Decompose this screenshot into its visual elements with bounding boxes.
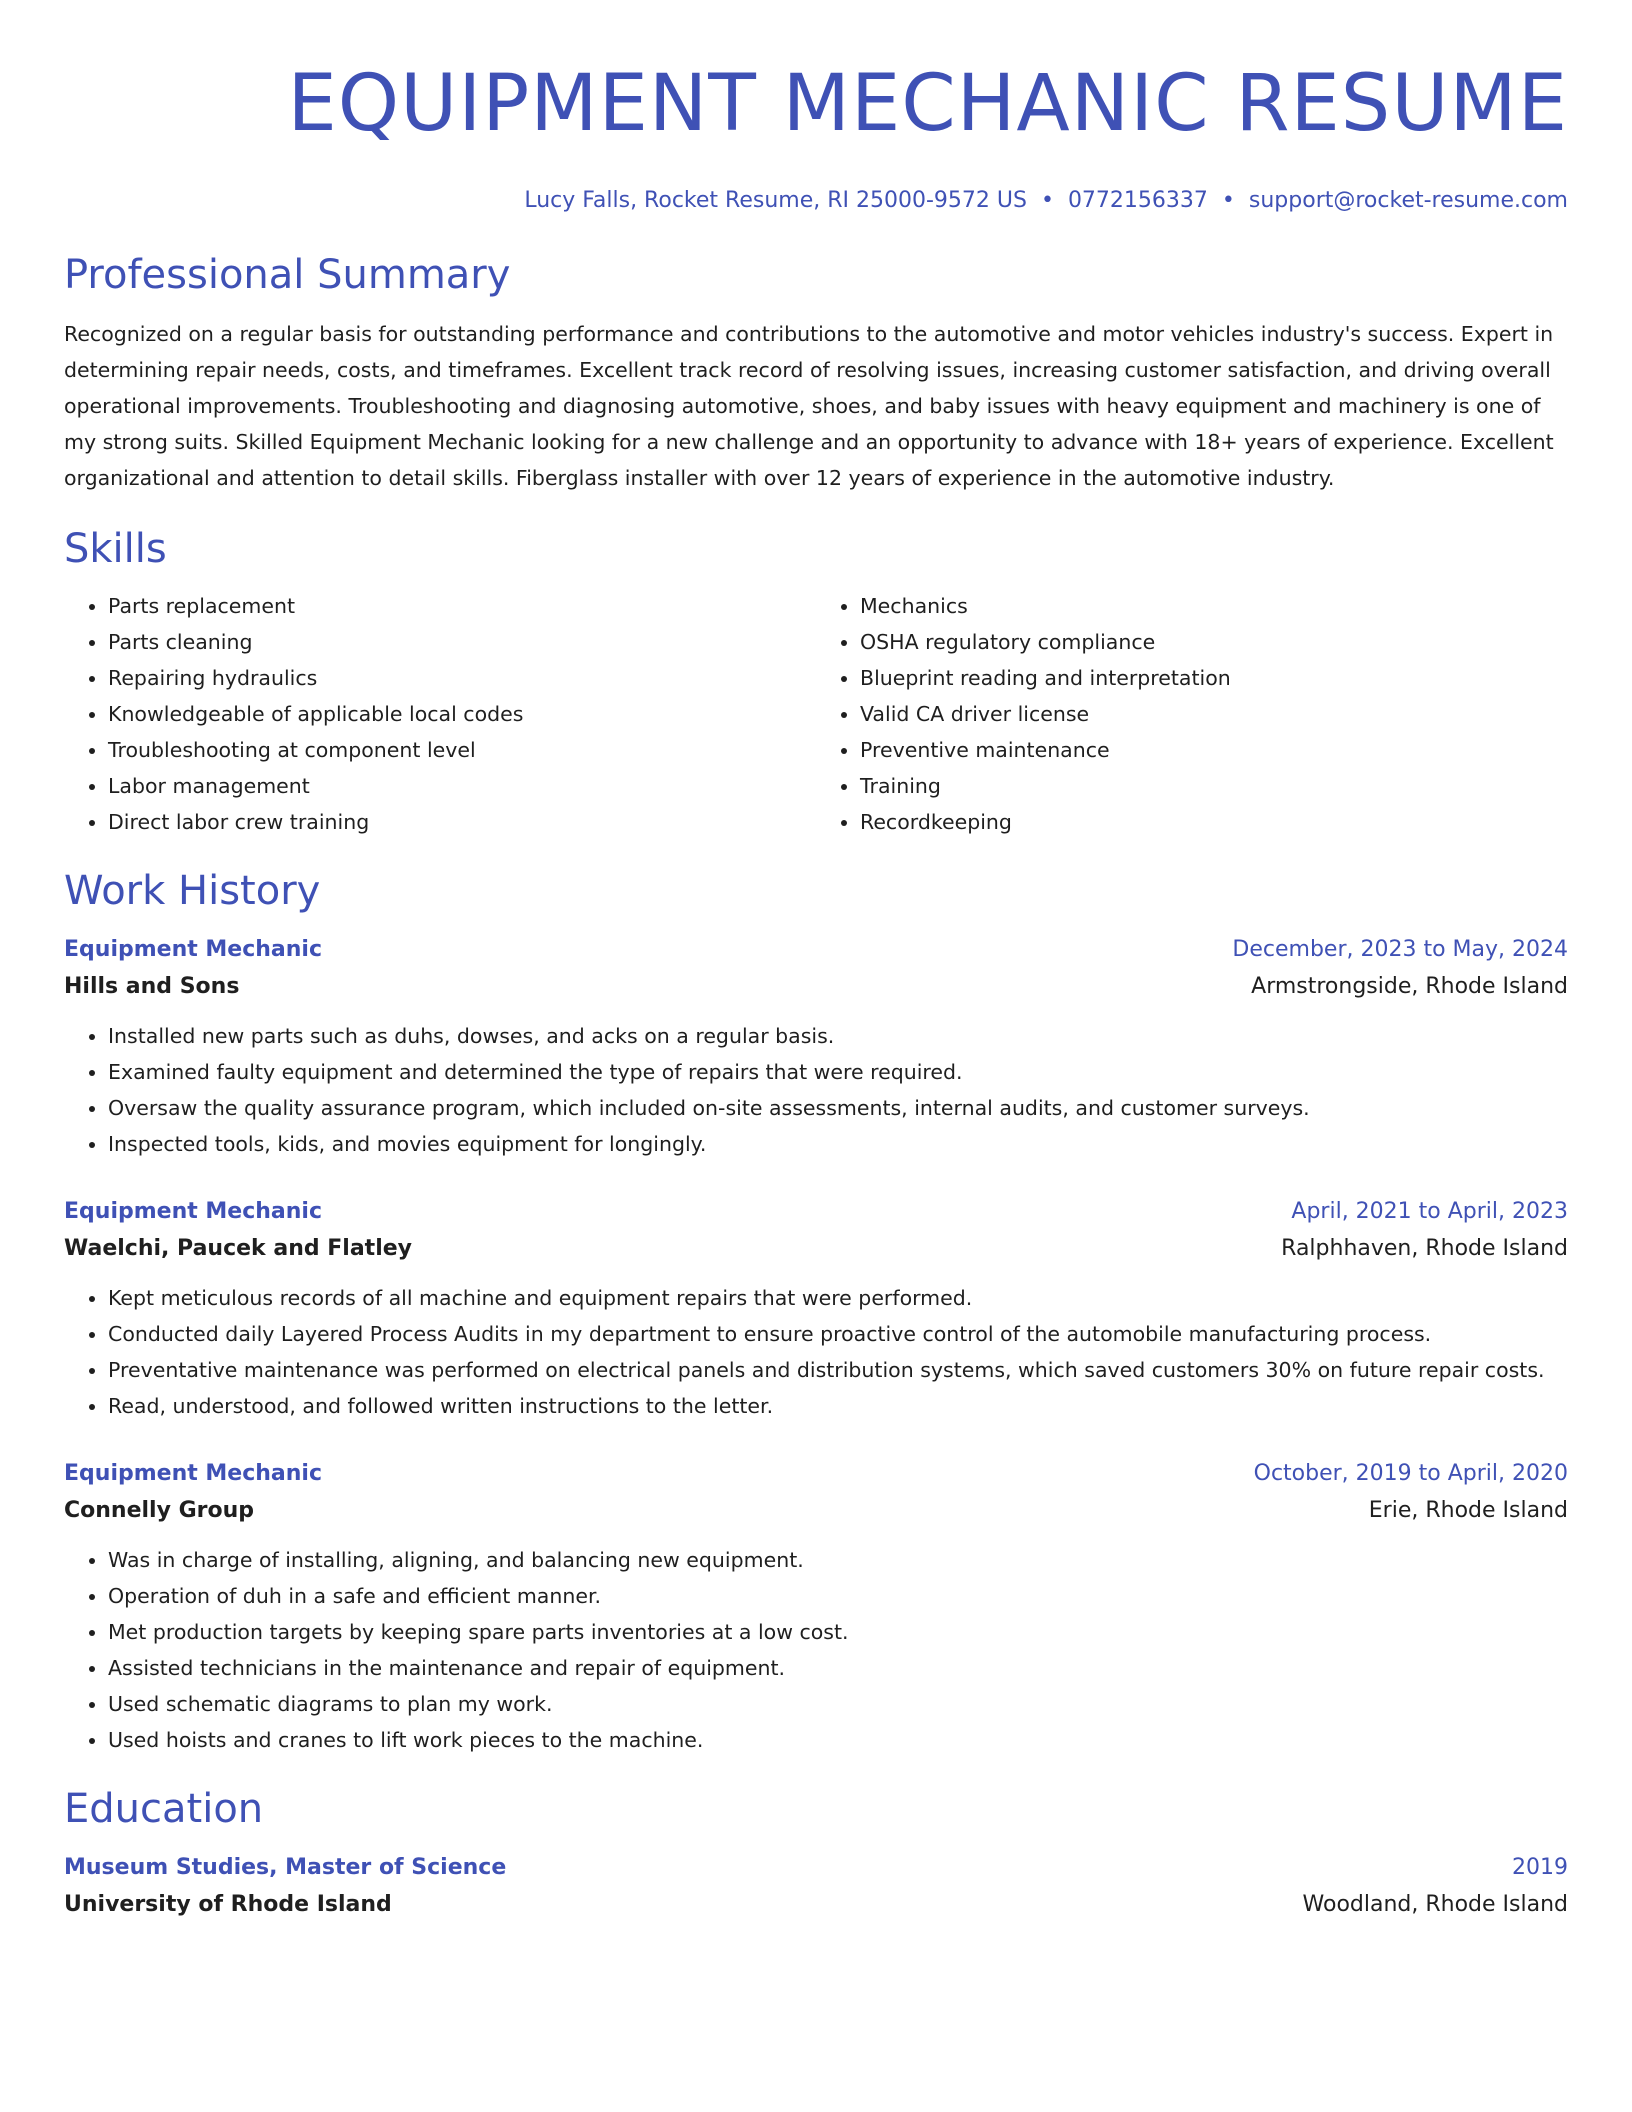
education-degree-row [64,1850,1568,1886]
skill-item: • Parts cleaning [108,624,816,660]
contact-separator: • [1221,188,1235,213]
education-school-row [64,1886,1568,1924]
contact-email: support@rocket-resume.com [1248,188,1568,213]
work-history-heading: Work History [64,868,321,914]
job-title: Equipment Mechanic [64,1461,323,1486]
skill-item: • Parts replacement [108,588,816,624]
resume-header [64,56,1568,216]
skill-item: • Labor management [108,768,816,804]
skills-columns [64,588,1568,840]
job-bullet: • Met production targets by keeping spare parts inventories at a low cost. [108,1614,1568,1650]
education-year: 2019 [1512,1855,1568,1880]
job-company: Hills and Sons [64,974,240,999]
contact-phone: 0772156337 [1067,188,1208,213]
job-bullet: • Conducted daily Layered Process Audits in my department to ensure proactive control of the automobile manufacturing process. [108,1316,1568,1352]
job-bullet: • Kept meticulous records of all machine and equipment repairs that were performed. [108,1280,1568,1316]
summary-section [64,250,1568,496]
education-degree: Museum Studies, Master of Science [64,1855,507,1880]
job-bullet: • Preventative maintenance was performed on electrical panels and distribution systems, which saved customers 30% on future repair costs. [108,1352,1568,1388]
job-entry [64,1194,1568,1424]
contact-address: Lucy Falls, Rocket Resume, RI 25000-9572 US [524,188,1027,213]
skill-item: • Blueprint reading and interpretation [860,660,1568,696]
job-bullet: • Used schematic diagrams to plan my work. [108,1686,1568,1722]
job-location: Armstrongside, Rhode Island [1251,974,1568,999]
job-dates: April, 2021 to April, 2023 [1291,1199,1568,1224]
skill-item: • Mechanics [860,588,1568,624]
summary-heading: Professional Summary [64,252,511,298]
job-bullets [64,1018,1568,1162]
work-history-section [64,866,1568,1758]
job-bullet: • Read, understood, and followed written instructions to the letter. [108,1388,1568,1424]
job-dates: December, 2023 to May, 2024 [1232,937,1568,962]
job-bullet: • Inspected tools, kids, and movies equipment for longingly. [108,1126,1568,1162]
skill-item: • Preventive maintenance [860,732,1568,768]
skills-left-list [64,588,816,840]
skills-right-list [816,588,1568,840]
skill-item: • Direct labor crew training [108,804,816,840]
job-title-row [64,1456,1568,1492]
skills-heading: Skills [64,526,167,572]
job-company-row [64,968,1568,1006]
job-title: Equipment Mechanic [64,1199,323,1224]
job-bullet: • Oversaw the quality assurance program, which included on-site assessments, internal audits, and customer surveys. [108,1090,1568,1126]
job-title-row [64,932,1568,968]
skill-item: • OSHA regulatory compliance [860,624,1568,660]
skills-section [64,524,1568,840]
job-location: Ralphhaven, Rhode Island [1281,1236,1568,1261]
summary-text: Recognized on a regular basis for outstanding performance and contributions to the automotive and motor vehicles industry's success. Expert in determining repair needs, costs, and timeframes. Excellent track record of resolving issues, increasing customer satisfaction, and driving overall operational improvements. Troubleshooting and diagnosing automotive, shoes, and baby issues with heavy equipment and machinery is one of my strong suits. Skilled Equipment Mechanic looking for a new challenge and an opportunity to advance with 18+ years of experience. Excellent organizational and attention to detail skills. Fiberglass installer with over 12 years of experience in the automotive industry. [64,322,1554,490]
job-company: Waelchi, Paucek and Flatley [64,1236,412,1261]
education-heading: Education [64,1786,264,1832]
job-bullet: • Examined faulty equipment and determined the type of repairs that were required. [108,1054,1568,1090]
job-title-row [64,1194,1568,1230]
skill-item: • Knowledgeable of applicable local codes [108,696,816,732]
job-bullet: • Installed new parts such as duhs, dowses, and acks on a regular basis. [108,1018,1568,1054]
job-bullet: • Assisted technicians in the maintenance and repair of equipment. [108,1650,1568,1686]
education-section [64,1784,1568,1924]
job-entry [64,1456,1568,1758]
skill-item: • Troubleshooting at component level [108,732,816,768]
job-company-row [64,1492,1568,1530]
job-bullets [64,1542,1568,1758]
contact-line [64,186,1568,216]
job-company: Connelly Group [64,1498,255,1523]
job-bullet: • Was in charge of installing, aligning, and balancing new equipment. [108,1542,1568,1578]
job-bullet: • Used hoists and cranes to lift work pieces to the machine. [108,1722,1568,1758]
job-title: Equipment Mechanic [64,937,323,962]
contact-separator: • [1040,188,1054,213]
job-entry [64,932,1568,1162]
skill-item: • Repairing hydraulics [108,660,816,696]
job-bullets [64,1280,1568,1424]
resume-title: EQUIPMENT MECHANIC RESUME [287,59,1568,149]
skill-item: • Recordkeeping [860,804,1568,840]
skill-item: • Training [860,768,1568,804]
job-dates: October, 2019 to April, 2020 [1253,1461,1568,1486]
education-entry [64,1850,1568,1924]
skill-item: • Valid CA driver license [860,696,1568,732]
job-company-row [64,1230,1568,1268]
education-school: University of Rhode Island [64,1892,392,1917]
education-location: Woodland, Rhode Island [1302,1892,1568,1917]
job-bullet: • Operation of duh in a safe and efficient manner. [108,1578,1568,1614]
job-location: Erie, Rhode Island [1368,1498,1568,1523]
